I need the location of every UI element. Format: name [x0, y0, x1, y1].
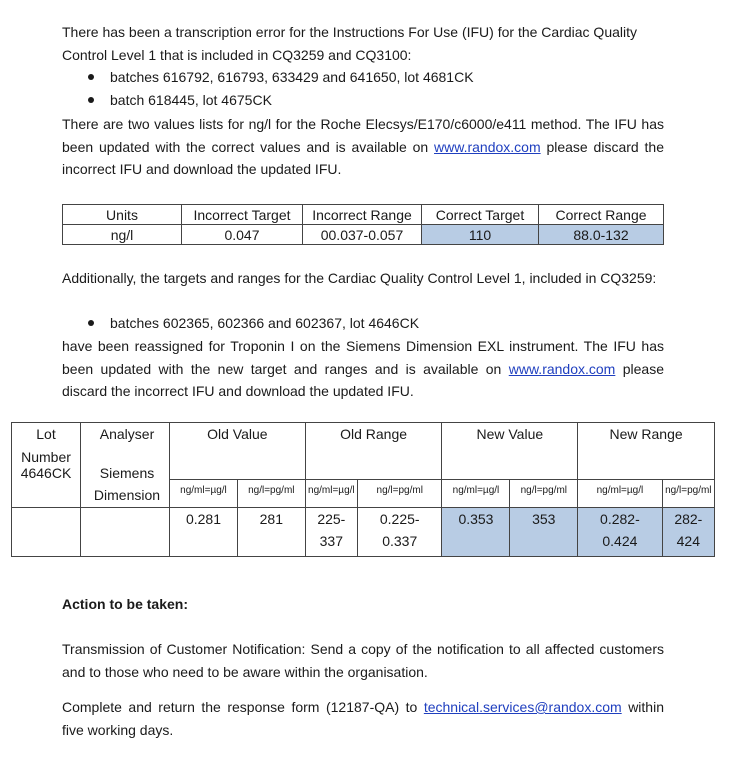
table-cell: 110 — [422, 225, 539, 245]
unit-cell: ng/ml=µg/l — [305, 479, 357, 507]
paragraph-text: There are two values lists for ng/l for the Roche Elecsys/E170/c6000/e411 method. The IFU has been updated with the correct values and is available on — [62, 116, 664, 155]
correction-table — [62, 204, 664, 245]
ifu-update-paragraph — [62, 113, 664, 181]
table-cell: 88.0-132 — [539, 225, 664, 245]
table-cell: 0.225-0.337 — [357, 507, 442, 556]
table-cell: ng/l — [63, 225, 182, 245]
header-label: Analyser — [99, 426, 155, 442]
email-link[interactable]: technical.services@randox.com — [423, 699, 622, 715]
unit-cell: ng/l=pg/ml — [510, 479, 578, 507]
header-cell: Units — [63, 205, 182, 225]
unit-cell: ng/ml=µg/l — [578, 479, 663, 507]
lot-cell: 4646CK — [12, 461, 81, 510]
response-paragraph — [62, 696, 664, 741]
paragraph-text: Complete and return the response form (12187-QA) to — [62, 699, 424, 715]
table-cell: 0.281 — [170, 507, 238, 556]
unit-cell: ng/ml=µg/l — [170, 479, 238, 507]
table-cell: 353 — [510, 507, 578, 556]
table-cell: 282-424 — [662, 507, 714, 556]
reassigned-paragraph — [62, 335, 664, 403]
section2-paragraph: Additionally, the targets and ranges for the Cardiac Quality Control Level 1, included in CQ3259: — [62, 270, 657, 286]
table-cell: 225-337 — [305, 507, 357, 556]
reassignment-table — [11, 422, 715, 557]
bullet-icon — [88, 74, 94, 80]
unit-cell: ng/l=pg/ml — [357, 479, 442, 507]
unit-cell: ng/l=pg/ml — [237, 479, 305, 507]
table-header-row — [63, 205, 664, 225]
header-cell: New Value — [442, 423, 578, 480]
table-cell: 0.353 — [442, 507, 510, 556]
header-cell: Correct Target — [422, 205, 539, 225]
unit-cell: ng/l=pg/ml — [662, 479, 714, 507]
header-cell — [81, 423, 170, 508]
intro-paragraph: There has been a transcription error for the Instructions For Use (IFU) for the Cardiac Quality Control Level 1 that is included in CQ3259 and CQ3100: — [62, 24, 638, 63]
header-cell: Incorrect Target — [182, 205, 303, 225]
bullet-icon — [88, 97, 94, 103]
analyser-spacer — [81, 507, 170, 556]
header-cell: New Range — [578, 423, 715, 480]
bullet-icon — [88, 320, 94, 326]
action-heading: Action to be taken: — [62, 596, 189, 612]
bullet-text: batch 618445, lot 4675CK — [110, 92, 272, 108]
table-cell: 0.047 — [182, 225, 303, 245]
randox-link[interactable]: www.randox.com — [508, 360, 616, 377]
paragraph-text: please discard the incorrect IFU and download the updated IFU. — [62, 138, 664, 177]
table-row — [63, 225, 664, 245]
header-cell: Correct Range — [539, 205, 664, 225]
header-cell: Old Range — [305, 423, 442, 480]
paragraph-text: have been reassigned for Troponin I on the Siemens Dimension EXL instrument. The IFU has been updated with the new target and ranges and is available on — [62, 338, 664, 377]
action-paragraph: Transmission of Customer Notification: Send a copy of the notification to all affected customers and to those who need to be aware within the organisation. — [62, 641, 664, 680]
analyser-value: Siemens Dimension — [93, 464, 161, 503]
table-row — [12, 507, 715, 556]
table-cell: 0.282-0.424 — [578, 507, 663, 556]
header-cell: Old Value — [170, 423, 306, 480]
table-header-row — [12, 423, 715, 480]
unit-cell: ng/ml=µg/l — [442, 479, 510, 507]
header-cell: Lot Number — [12, 423, 81, 508]
bullet-text: batches 602365, 602366 and 602367, lot 4646CK — [110, 315, 420, 331]
table-cell: 281 — [237, 507, 305, 556]
paragraph-text: within five working days. — [62, 699, 664, 738]
header-cell: Incorrect Range — [303, 205, 422, 225]
bullet-text: batches 616792, 616793, 633429 and 641650, lot 4681CK — [110, 69, 474, 85]
paragraph-text: please discard the incorrect IFU and download the updated IFU. — [62, 360, 664, 399]
randox-link[interactable]: www.randox.com — [434, 138, 541, 155]
table-cell: 00.037-0.057 — [303, 225, 422, 245]
